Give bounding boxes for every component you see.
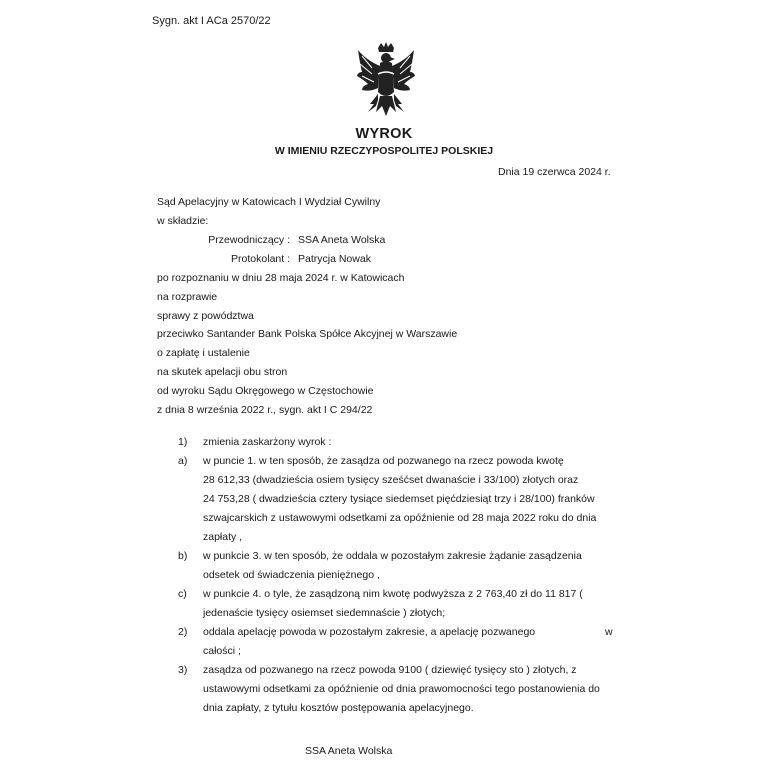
- case-reference: Sygn. akt I ACa 2570/22: [152, 15, 271, 27]
- appeal-info: na skutek apelacji obu stron: [157, 366, 288, 378]
- point-2-trailing: w: [605, 626, 613, 638]
- defendant: przeciwko Santander Bank Polska Spółce Akcyjnej w Warszawie: [157, 328, 458, 340]
- point-2-marker: 2): [178, 626, 188, 638]
- point-2-line: całości ;: [203, 645, 241, 657]
- session-type: na rozprawie: [157, 291, 218, 303]
- case-of: sprawy z powództwa: [157, 310, 254, 322]
- hearing-info: po rozpoznaniu w dniu 28 maja 2024 r. w Katowicach: [157, 272, 405, 284]
- point-1-marker: 1): [178, 436, 188, 448]
- presiding-value: SSA Aneta Wolska: [298, 234, 386, 246]
- polish-eagle-emblem-icon: [356, 42, 416, 128]
- point-b-line: odsetek od świadczenia pieniężnego ,: [203, 569, 380, 581]
- point-c-line: jedenaście tysięcy osiemset siedemnaście ) złotych;: [203, 607, 446, 619]
- clerk-value: Patrycja Nowak: [298, 253, 371, 265]
- document-title: WYROK: [355, 126, 413, 142]
- lower-court-date: z dnia 8 września 2022 r., sygn. akt I C 294/22: [157, 404, 373, 416]
- point-a-line: zapłaty ,: [203, 531, 243, 543]
- point-3-line: zasądza od pozwanego na rzecz powoda 9100 ( dziewięć tysięcy sto ) złotych, z: [203, 664, 577, 676]
- point-b-line: w punkcie 3. w ten sposób, że oddala w pozostałym zakresie żądanie zasądzenia: [203, 550, 582, 562]
- point-c-marker: c): [178, 588, 187, 600]
- point-a-marker: a): [178, 455, 188, 467]
- case-subject: o zapłatę i ustalenie: [157, 347, 250, 359]
- point-2-line: oddala apelację powoda w pozostałym zakresie, a apelację pozwanego: [203, 626, 536, 638]
- point-a-line: w puncie 1. w ten sposób, że zasądza od pozwanego na rzecz powoda kwotę: [203, 455, 564, 467]
- judge-signature: SSA Aneta Wolska: [305, 745, 393, 757]
- clerk-label: Protokolant :: [231, 253, 290, 265]
- lower-court-judgment: od wyroku Sądu Okręgowego w Częstochowie: [157, 385, 374, 397]
- point-a-line: szwajcarskich z ustawowymi odsetkami za opóźnienie od 28 maja 2022 roku do dnia: [203, 512, 597, 524]
- judgment-date: Dnia 19 czerwca 2024 r.: [498, 166, 611, 178]
- point-a-line: 28 612,33 (dwadzieścia osiem tysięcy sześćset dwanaście i 33/100) złotych oraz: [203, 474, 579, 486]
- document-subtitle: W IMIENIU RZECZYPOSPOLITEJ POLSKIEJ: [274, 145, 494, 157]
- point-a-line: 24 753,28 ( dwadzieścia cztery tysiące siedemset pięćdziesiąt trzy i 28/100) franków: [203, 493, 595, 505]
- point-3-line: ustawowymi odsetkami za opóźnienie od dnia prawomocności tego postanowienia do: [203, 683, 600, 695]
- presiding-label: Przewodniczący :: [208, 234, 290, 246]
- composition-label: w składzie:: [157, 215, 209, 227]
- point-1-text: zmienia zaskarżony wyrok :: [203, 436, 332, 448]
- point-3-line: dnia zapłaty, z tytułu kosztów postępowania apelacyjnego.: [203, 702, 474, 714]
- court-name: Sąd Apelacyjny w Katowicach I Wydział Cywilny: [157, 196, 381, 208]
- point-3-marker: 3): [178, 664, 188, 676]
- point-c-line: w punkcie 4. o tyle, że zasądzoną nim kwotę podwyższa z 2 763,40 zł do 11 817 (: [203, 588, 583, 600]
- point-b-marker: b): [178, 550, 188, 562]
